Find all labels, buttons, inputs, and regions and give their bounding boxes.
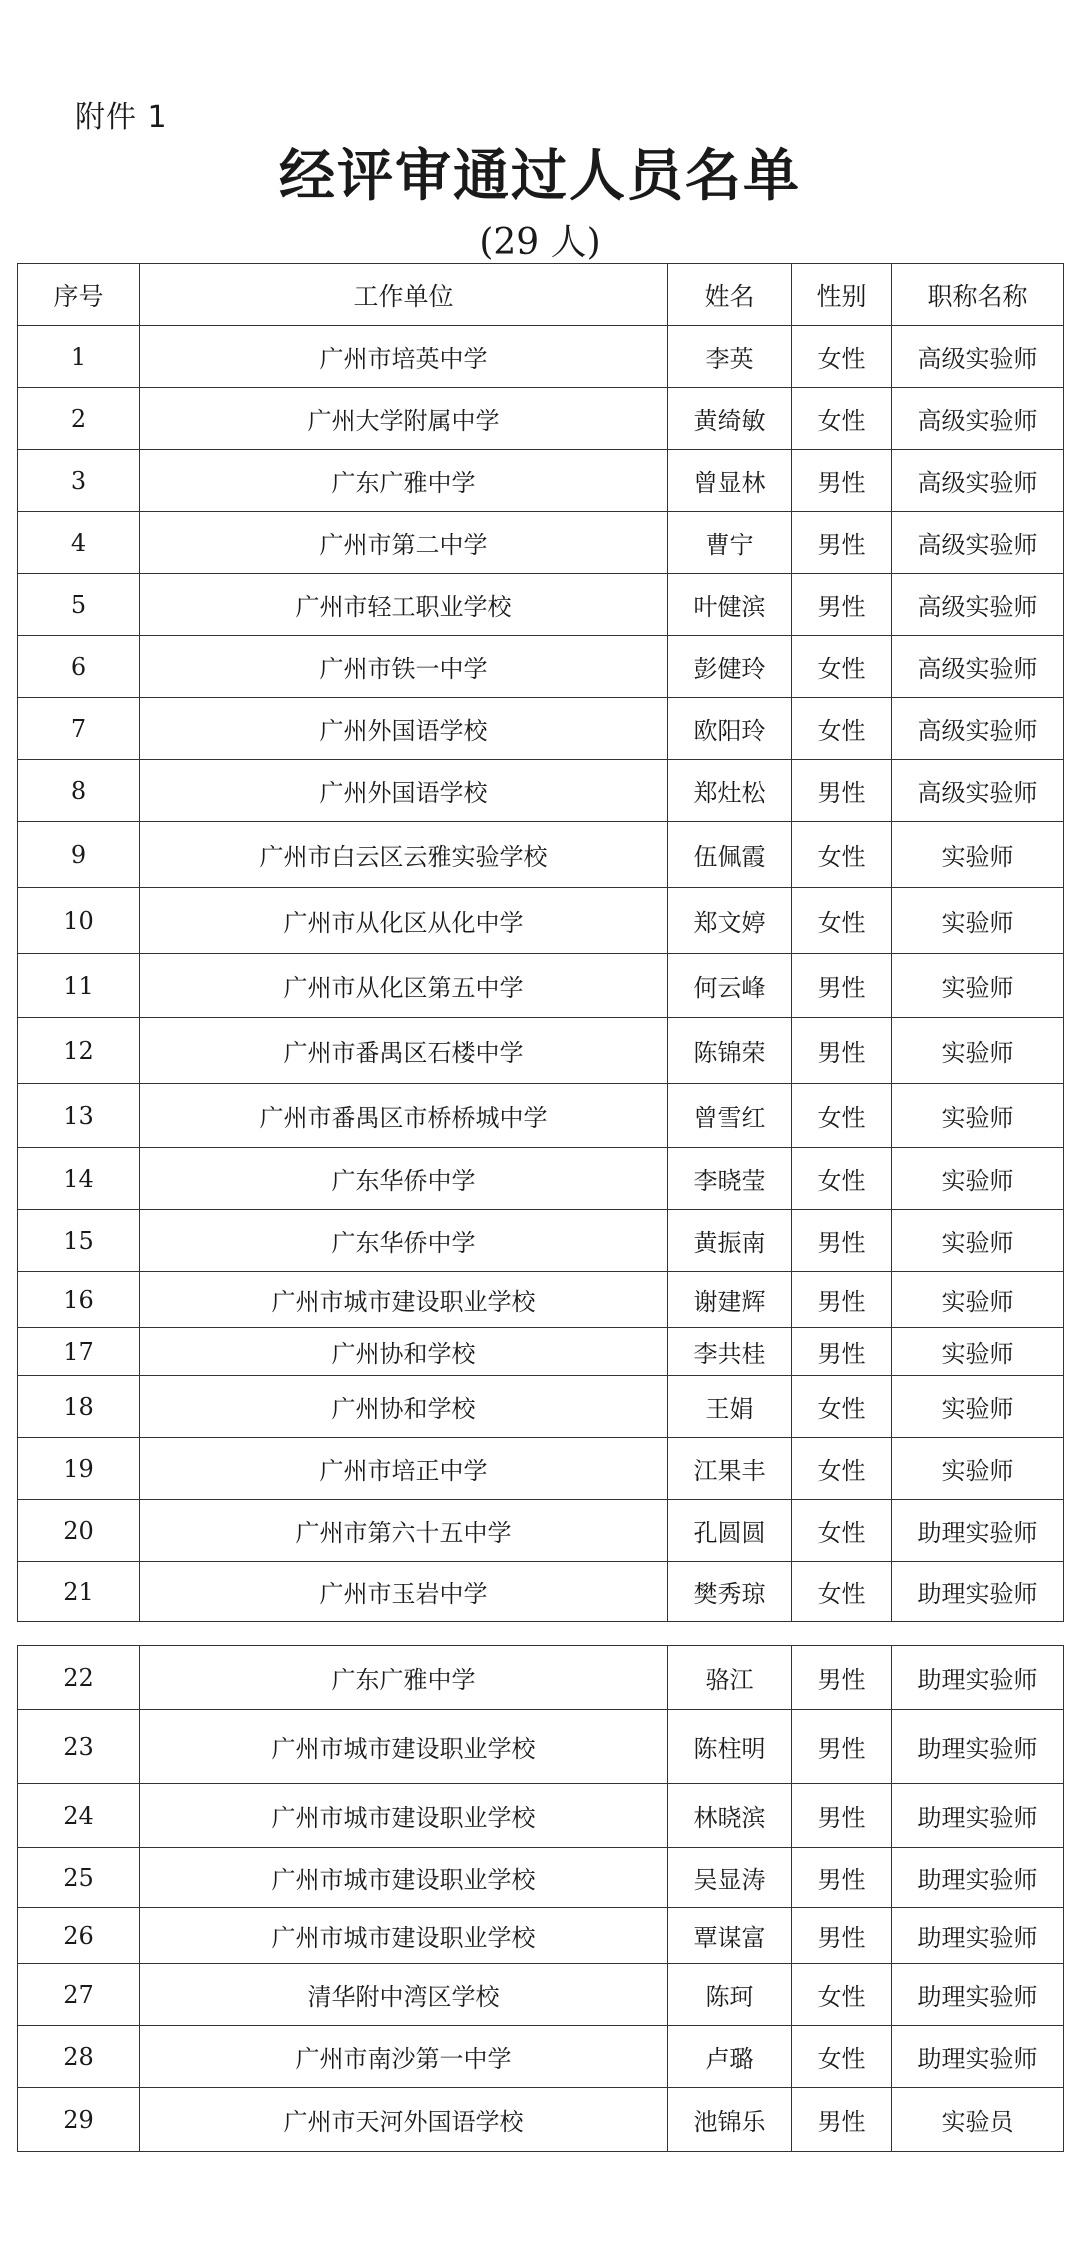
cell-title: 助理实验师 bbox=[892, 1646, 1064, 1710]
cell-title: 高级实验师 bbox=[892, 450, 1064, 512]
page-subtitle: (29 人) bbox=[479, 222, 601, 263]
cell-number: 27 bbox=[18, 1964, 140, 2026]
cell-unit: 广州市白云区云雅实验学校 bbox=[140, 822, 668, 888]
cell-gender: 女性 bbox=[792, 888, 892, 954]
cell-name: 孔圆圆 bbox=[668, 1500, 792, 1562]
cell-unit: 广州市番禺区市桥桥城中学 bbox=[140, 1084, 668, 1148]
cell-gender: 男性 bbox=[792, 1710, 892, 1784]
cell-unit: 广州市城市建设职业学校 bbox=[140, 1710, 668, 1784]
cell-title: 高级实验师 bbox=[892, 388, 1064, 450]
cell-unit: 广州市天河外国语学校 bbox=[140, 2088, 668, 2152]
cell-title: 高级实验师 bbox=[892, 760, 1064, 822]
table-row bbox=[18, 760, 1064, 822]
cell-gender: 女性 bbox=[792, 698, 892, 760]
table-row bbox=[18, 1376, 1064, 1438]
cell-gender: 女性 bbox=[792, 326, 892, 388]
cell-number: 4 bbox=[18, 512, 140, 574]
table-row bbox=[18, 954, 1064, 1018]
cell-title: 实验师 bbox=[892, 954, 1064, 1018]
cell-title: 实验师 bbox=[892, 1018, 1064, 1084]
cell-gender: 男性 bbox=[792, 512, 892, 574]
table-row bbox=[18, 1018, 1064, 1084]
table-row bbox=[18, 1148, 1064, 1210]
table-row bbox=[18, 2088, 1064, 2152]
table-row bbox=[18, 450, 1064, 512]
cell-name: 覃谋富 bbox=[668, 1908, 792, 1964]
attachment-label: 附件 1 bbox=[75, 100, 168, 135]
cell-number: 26 bbox=[18, 1908, 140, 1964]
cell-number: 11 bbox=[18, 954, 140, 1018]
cell-gender: 女性 bbox=[792, 388, 892, 450]
cell-title: 实验师 bbox=[892, 1272, 1064, 1328]
cell-name: 欧阳玲 bbox=[668, 698, 792, 760]
cell-unit: 广州市番禺区石楼中学 bbox=[140, 1018, 668, 1084]
column-header-gender: 性别 bbox=[792, 264, 892, 326]
cell-unit: 广东华侨中学 bbox=[140, 1148, 668, 1210]
cell-unit: 广州市铁一中学 bbox=[140, 636, 668, 698]
table-row bbox=[18, 2026, 1064, 2088]
cell-title: 实验师 bbox=[892, 1376, 1064, 1438]
column-header-title: 职称名称 bbox=[892, 264, 1064, 326]
cell-name: 陈珂 bbox=[668, 1964, 792, 2026]
cell-number: 6 bbox=[18, 636, 140, 698]
table-row bbox=[18, 1784, 1064, 1848]
cell-gender: 女性 bbox=[792, 1084, 892, 1148]
cell-gender: 女性 bbox=[792, 822, 892, 888]
cell-unit: 广州大学附属中学 bbox=[140, 388, 668, 450]
cell-number: 17 bbox=[18, 1328, 140, 1376]
cell-unit: 广州市培正中学 bbox=[140, 1438, 668, 1500]
cell-title: 实验师 bbox=[892, 822, 1064, 888]
cell-title: 助理实验师 bbox=[892, 1848, 1064, 1908]
cell-title: 实验师 bbox=[892, 888, 1064, 954]
cell-name: 池锦乐 bbox=[668, 2088, 792, 2152]
cell-gender: 女性 bbox=[792, 1438, 892, 1500]
cell-name: 彭健玲 bbox=[668, 636, 792, 698]
cell-name: 吴显涛 bbox=[668, 1848, 792, 1908]
table-row bbox=[18, 512, 1064, 574]
table-row bbox=[18, 698, 1064, 760]
cell-gender: 男性 bbox=[792, 2088, 892, 2152]
cell-gender: 男性 bbox=[792, 954, 892, 1018]
cell-gender: 男性 bbox=[792, 1908, 892, 1964]
table-row bbox=[18, 1328, 1064, 1376]
cell-title: 助理实验师 bbox=[892, 1908, 1064, 1964]
cell-title: 助理实验师 bbox=[892, 2026, 1064, 2088]
cell-gender: 女性 bbox=[792, 1964, 892, 2026]
cell-unit: 广州市城市建设职业学校 bbox=[140, 1784, 668, 1848]
cell-gender: 男性 bbox=[792, 450, 892, 512]
cell-number: 1 bbox=[18, 326, 140, 388]
cell-unit: 广州市培英中学 bbox=[140, 326, 668, 388]
cell-number: 28 bbox=[18, 2026, 140, 2088]
cell-name: 陈锦荣 bbox=[668, 1018, 792, 1084]
cell-name: 曾雪红 bbox=[668, 1084, 792, 1148]
cell-name: 卢璐 bbox=[668, 2026, 792, 2088]
cell-unit: 广州市轻工职业学校 bbox=[140, 574, 668, 636]
cell-name: 陈柱明 bbox=[668, 1710, 792, 1784]
cell-title: 高级实验师 bbox=[892, 512, 1064, 574]
personnel-table-part-1 bbox=[17, 263, 1064, 1622]
page-title: 经评审通过人员名单 bbox=[279, 144, 801, 209]
cell-gender: 女性 bbox=[792, 2026, 892, 2088]
cell-gender: 男性 bbox=[792, 1018, 892, 1084]
cell-number: 23 bbox=[18, 1710, 140, 1784]
table-row bbox=[18, 1562, 1064, 1622]
cell-name: 李英 bbox=[668, 326, 792, 388]
cell-name: 王娟 bbox=[668, 1376, 792, 1438]
cell-name: 曾显林 bbox=[668, 450, 792, 512]
table-row bbox=[18, 1646, 1064, 1710]
cell-unit: 广州协和学校 bbox=[140, 1376, 668, 1438]
table-row bbox=[18, 1908, 1064, 1964]
cell-unit: 广州市从化区从化中学 bbox=[140, 888, 668, 954]
cell-name: 何云峰 bbox=[668, 954, 792, 1018]
cell-gender: 男性 bbox=[792, 1272, 892, 1328]
cell-name: 樊秀琼 bbox=[668, 1562, 792, 1622]
table-row bbox=[18, 636, 1064, 698]
cell-gender: 女性 bbox=[792, 1376, 892, 1438]
cell-title: 助理实验师 bbox=[892, 1500, 1064, 1562]
cell-title: 助理实验师 bbox=[892, 1562, 1064, 1622]
table-row bbox=[18, 1500, 1064, 1562]
cell-number: 15 bbox=[18, 1210, 140, 1272]
table-row bbox=[18, 888, 1064, 954]
cell-name: 黄绮敏 bbox=[668, 388, 792, 450]
table-row bbox=[18, 1848, 1064, 1908]
cell-number: 3 bbox=[18, 450, 140, 512]
cell-number: 29 bbox=[18, 2088, 140, 2152]
cell-gender: 男性 bbox=[792, 760, 892, 822]
cell-number: 7 bbox=[18, 698, 140, 760]
cell-title: 助理实验师 bbox=[892, 1710, 1064, 1784]
cell-unit: 广州市从化区第五中学 bbox=[140, 954, 668, 1018]
cell-gender: 女性 bbox=[792, 1148, 892, 1210]
cell-number: 19 bbox=[18, 1438, 140, 1500]
cell-number: 8 bbox=[18, 760, 140, 822]
table-row bbox=[18, 574, 1064, 636]
cell-unit: 广东广雅中学 bbox=[140, 450, 668, 512]
cell-number: 9 bbox=[18, 822, 140, 888]
cell-title: 高级实验师 bbox=[892, 698, 1064, 760]
cell-title: 实验师 bbox=[892, 1328, 1064, 1376]
cell-name: 叶健滨 bbox=[668, 574, 792, 636]
cell-unit: 广东华侨中学 bbox=[140, 1210, 668, 1272]
cell-number: 14 bbox=[18, 1148, 140, 1210]
table-row bbox=[18, 1210, 1064, 1272]
cell-name: 郑灶松 bbox=[668, 760, 792, 822]
cell-gender: 男性 bbox=[792, 1210, 892, 1272]
cell-title: 高级实验师 bbox=[892, 574, 1064, 636]
personnel-table-part-2 bbox=[17, 1645, 1064, 2152]
cell-unit: 广州市第六十五中学 bbox=[140, 1500, 668, 1562]
cell-number: 18 bbox=[18, 1376, 140, 1438]
cell-title: 高级实验师 bbox=[892, 326, 1064, 388]
cell-title: 实验师 bbox=[892, 1438, 1064, 1500]
cell-title: 实验员 bbox=[892, 2088, 1064, 2152]
table-row bbox=[18, 1272, 1064, 1328]
cell-unit: 广州外国语学校 bbox=[140, 760, 668, 822]
cell-title: 助理实验师 bbox=[892, 1964, 1064, 2026]
cell-gender: 女性 bbox=[792, 636, 892, 698]
cell-gender: 男性 bbox=[792, 1328, 892, 1376]
cell-unit: 广州市城市建设职业学校 bbox=[140, 1848, 668, 1908]
table-row bbox=[18, 388, 1064, 450]
cell-name: 骆江 bbox=[668, 1646, 792, 1710]
table-row bbox=[18, 326, 1064, 388]
cell-gender: 男性 bbox=[792, 1646, 892, 1710]
cell-number: 21 bbox=[18, 1562, 140, 1622]
cell-number: 24 bbox=[18, 1784, 140, 1848]
cell-gender: 女性 bbox=[792, 1500, 892, 1562]
cell-unit: 广州市南沙第一中学 bbox=[140, 2026, 668, 2088]
cell-name: 江果丰 bbox=[668, 1438, 792, 1500]
cell-title: 实验师 bbox=[892, 1148, 1064, 1210]
table-row bbox=[18, 1964, 1064, 2026]
cell-name: 黄振南 bbox=[668, 1210, 792, 1272]
cell-title: 高级实验师 bbox=[892, 636, 1064, 698]
cell-unit: 清华附中湾区学校 bbox=[140, 1964, 668, 2026]
column-header-number: 序号 bbox=[18, 264, 140, 326]
cell-number: 13 bbox=[18, 1084, 140, 1148]
cell-unit: 广东广雅中学 bbox=[140, 1646, 668, 1710]
cell-title: 助理实验师 bbox=[892, 1784, 1064, 1848]
cell-number: 2 bbox=[18, 388, 140, 450]
cell-gender: 男性 bbox=[792, 574, 892, 636]
cell-unit: 广州市城市建设职业学校 bbox=[140, 1908, 668, 1964]
cell-unit: 广州市玉岩中学 bbox=[140, 1562, 668, 1622]
cell-name: 谢建辉 bbox=[668, 1272, 792, 1328]
column-header-name: 姓名 bbox=[668, 264, 792, 326]
table-row bbox=[18, 1438, 1064, 1500]
cell-number: 12 bbox=[18, 1018, 140, 1084]
table-row bbox=[18, 1084, 1064, 1148]
cell-number: 5 bbox=[18, 574, 140, 636]
table-row bbox=[18, 1710, 1064, 1784]
cell-unit: 广州市城市建设职业学校 bbox=[140, 1272, 668, 1328]
table-header-row bbox=[18, 264, 1064, 326]
cell-name: 李共桂 bbox=[668, 1328, 792, 1376]
cell-name: 李晓莹 bbox=[668, 1148, 792, 1210]
cell-gender: 女性 bbox=[792, 1562, 892, 1622]
cell-title: 实验师 bbox=[892, 1210, 1064, 1272]
cell-name: 曹宁 bbox=[668, 512, 792, 574]
cell-unit: 广州市第二中学 bbox=[140, 512, 668, 574]
cell-number: 20 bbox=[18, 1500, 140, 1562]
cell-unit: 广州协和学校 bbox=[140, 1328, 668, 1376]
cell-number: 10 bbox=[18, 888, 140, 954]
cell-unit: 广州外国语学校 bbox=[140, 698, 668, 760]
column-header-unit: 工作单位 bbox=[140, 264, 668, 326]
cell-title: 实验师 bbox=[892, 1084, 1064, 1148]
cell-number: 22 bbox=[18, 1646, 140, 1710]
cell-number: 25 bbox=[18, 1848, 140, 1908]
table-row bbox=[18, 822, 1064, 888]
cell-name: 伍佩霞 bbox=[668, 822, 792, 888]
cell-name: 林晓滨 bbox=[668, 1784, 792, 1848]
cell-number: 16 bbox=[18, 1272, 140, 1328]
cell-gender: 男性 bbox=[792, 1848, 892, 1908]
cell-gender: 男性 bbox=[792, 1784, 892, 1848]
cell-name: 郑文婷 bbox=[668, 888, 792, 954]
